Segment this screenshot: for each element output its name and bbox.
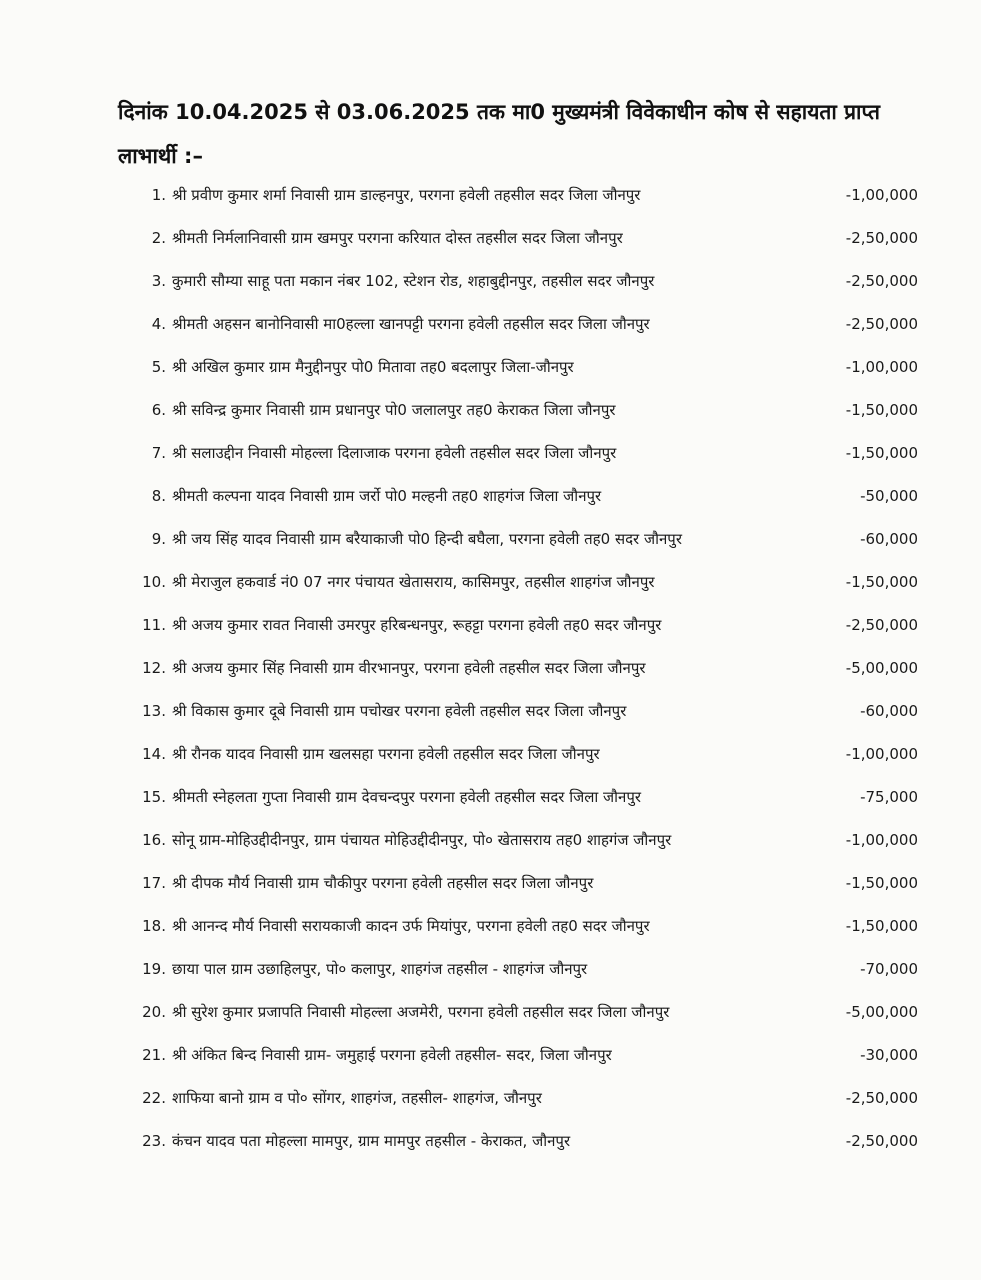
list-item bbox=[0, 657, 981, 700]
assistance-amount: -75,000 bbox=[860, 788, 918, 806]
item-number: 6. bbox=[151, 401, 166, 419]
beneficiary-details: कंचन यादव पता मोहल्ला मामपुर, ग्राम मामपुर तहसील - केराकत, जौनपुर bbox=[172, 1132, 571, 1150]
assistance-amount: -1,50,000 bbox=[845, 401, 918, 419]
assistance-amount: -2,50,000 bbox=[845, 315, 918, 333]
assistance-amount: -1,50,000 bbox=[845, 444, 918, 462]
list-item bbox=[0, 1130, 981, 1173]
item-number: 17. bbox=[142, 874, 166, 892]
list-item bbox=[0, 485, 981, 528]
assistance-amount: -2,50,000 bbox=[845, 1089, 918, 1107]
list-item bbox=[0, 700, 981, 743]
assistance-amount: -50,000 bbox=[860, 487, 918, 505]
item-number: 20. bbox=[142, 1003, 166, 1021]
item-number: 19. bbox=[142, 960, 166, 978]
beneficiary-details: शाफिया बानो ग्राम व पो० सोंगर, शाहगंज, तहसील- शाहगंज, जौनपुर bbox=[172, 1089, 542, 1107]
beneficiary-details: श्रीमती स्नेहलता गुप्ता निवासी ग्राम देवचन्दपुर परगना हवेली तहसील सदर जिला जौनपुर bbox=[172, 788, 642, 806]
list-item bbox=[0, 571, 981, 614]
item-number: 18. bbox=[142, 917, 166, 935]
beneficiary-details: श्री अजय कुमार रावत निवासी उमरपुर हरिबन्धनपुर, रूहट्टा परगना हवेली तह0 सदर जौनपुर bbox=[172, 616, 662, 634]
item-number: 12. bbox=[142, 659, 166, 677]
item-number: 1. bbox=[151, 186, 166, 204]
assistance-amount: -2,50,000 bbox=[845, 229, 918, 247]
beneficiary-details: श्री दीपक मौर्य निवासी ग्राम चौकीपुर परगना हवेली तहसील सदर जिला जौनपुर bbox=[172, 874, 594, 892]
assistance-amount: -60,000 bbox=[860, 702, 918, 720]
assistance-amount: -30,000 bbox=[860, 1046, 918, 1064]
beneficiary-details: कुमारी सौम्या साहू पता मकान नंबर 102, स्टेशन रोड, शहाबुद्दीनपुर, तहसील सदर जौनपुर bbox=[172, 272, 655, 290]
assistance-amount: -1,00,000 bbox=[845, 358, 918, 376]
beneficiary-details: श्री सलाउद्दीन निवासी मोहल्ला दिलाजाक परगना हवेली तहसील सदर जिला जौनपुर bbox=[172, 444, 617, 462]
list-item bbox=[0, 270, 981, 313]
beneficiary-details: श्रीमती अहसन बानोनिवासी मा0हल्ला खानपट्टी परगना हवेली तहसील सदर जिला जौनपुर bbox=[172, 315, 650, 333]
item-number: 2. bbox=[151, 229, 166, 247]
item-number: 15. bbox=[142, 788, 166, 806]
beneficiary-details: श्री आनन्द मौर्य निवासी सरायकाजी कादन उर्फ मियांपुर, परगना हवेली तह0 सदर जौनपुर bbox=[172, 917, 650, 935]
beneficiary-details: श्री सुरेश कुमार प्रजापति निवासी मोहल्ला अजमेरी, परगना हवेली तहसील सदर जिला जौनपुर bbox=[172, 1003, 670, 1021]
assistance-amount: -5,00,000 bbox=[845, 659, 918, 677]
list-item bbox=[0, 1001, 981, 1044]
list-item bbox=[0, 958, 981, 1001]
item-number: 9. bbox=[151, 530, 166, 548]
item-number: 14. bbox=[142, 745, 166, 763]
beneficiary-details: श्री जय सिंह यादव निवासी ग्राम बरैयाकाजी पो0 हिन्दी बघैला, परगना हवेली तह0 सदर जौनपुर bbox=[172, 530, 682, 548]
list-item bbox=[0, 872, 981, 915]
beneficiary-details: श्रीमती कल्पना यादव निवासी ग्राम जर्रो पो0 मल्हनी तह0 शाहगंज जिला जौनपुर bbox=[172, 487, 602, 505]
list-item bbox=[0, 184, 981, 227]
list-item bbox=[0, 1044, 981, 1087]
assistance-amount: -1,50,000 bbox=[845, 917, 918, 935]
list-item bbox=[0, 313, 981, 356]
beneficiary-details: श्रीमती निर्मलानिवासी ग्राम खमपुर परगना करियात दोस्त तहसील सदर जिला जौनपुर bbox=[172, 229, 623, 247]
assistance-amount: -1,00,000 bbox=[845, 745, 918, 763]
assistance-amount: -1,00,000 bbox=[845, 831, 918, 849]
assistance-amount: -5,00,000 bbox=[845, 1003, 918, 1021]
list-item bbox=[0, 743, 981, 786]
beneficiary-details: श्री मेराजुल हकवार्ड नं0 07 नगर पंचायत खेतासराय, कासिमपुर, तहसील शाहगंज जौनपुर bbox=[172, 573, 655, 591]
item-number: 16. bbox=[142, 831, 166, 849]
item-number: 8. bbox=[151, 487, 166, 505]
list-item bbox=[0, 442, 981, 485]
assistance-amount: -2,50,000 bbox=[845, 616, 918, 634]
beneficiary-details: श्री सविन्द्र कुमार निवासी ग्राम प्रधानपुर पो0 जलालपुर तह0 केराकत जिला जौनपुर bbox=[172, 401, 616, 419]
beneficiary-details: श्री प्रवीण कुमार शर्मा निवासी ग्राम डाल्हनपुर, परगना हवेली तहसील सदर जिला जौनपुर bbox=[172, 186, 641, 204]
item-number: 23. bbox=[142, 1132, 166, 1150]
beneficiary-details: श्री अंकित बिन्द निवासी ग्राम- जमुहाई परगना हवेली तहसील- सदर, जिला जौनपुर bbox=[172, 1046, 612, 1064]
assistance-amount: -2,50,000 bbox=[845, 1132, 918, 1150]
beneficiary-details: श्री रौनक यादव निवासी ग्राम खलसहा परगना हवेली तहसील सदर जिला जौनपुर bbox=[172, 745, 600, 763]
list-item bbox=[0, 399, 981, 442]
list-item bbox=[0, 915, 981, 958]
beneficiary-details: श्री अखिल कुमार ग्राम मैनुद्दीनपुर पो0 मितावा तह0 बदलापुर जिला-जौनपुर bbox=[172, 358, 574, 376]
list-item bbox=[0, 227, 981, 270]
beneficiary-details: श्री विकास कुमार दूबे निवासी ग्राम पचोखर परगना हवेली तहसील सदर जिला जौनपुर bbox=[172, 702, 627, 720]
item-number: 4. bbox=[151, 315, 166, 333]
list-item bbox=[0, 1087, 981, 1130]
item-number: 21. bbox=[142, 1046, 166, 1064]
beneficiary-details: सोनू ग्राम-मोहिउद्दीदीनपुर, ग्राम पंचायत मोहिउद्दीदीनपुर, पो० खेतासराय तह0 शाहगंज जौनपुर bbox=[172, 831, 672, 849]
assistance-amount: -1,50,000 bbox=[845, 874, 918, 892]
assistance-amount: -2,50,000 bbox=[845, 272, 918, 290]
item-number: 7. bbox=[151, 444, 166, 462]
beneficiary-details: श्री अजय कुमार सिंह निवासी ग्राम वीरभानपुर, परगना हवेली तहसील सदर जिला जौनपुर bbox=[172, 659, 646, 677]
assistance-amount: -70,000 bbox=[860, 960, 918, 978]
list-item bbox=[0, 528, 981, 571]
item-number: 5. bbox=[151, 358, 166, 376]
list-item bbox=[0, 786, 981, 829]
list-item bbox=[0, 829, 981, 872]
item-number: 13. bbox=[142, 702, 166, 720]
assistance-amount: -1,00,000 bbox=[845, 186, 918, 204]
item-number: 11. bbox=[142, 616, 166, 634]
item-number: 22. bbox=[142, 1089, 166, 1107]
item-number: 10. bbox=[142, 573, 166, 591]
item-number: 3. bbox=[151, 272, 166, 290]
list-item bbox=[0, 614, 981, 657]
document-heading: दिनांक 10.04.2025 से 03.06.2025 तक मा0 मुख्यमंत्री विवेकाधीन कोष से सहायता प्राप्त लाभार्थी :– bbox=[118, 100, 880, 168]
beneficiary-details: छाया पाल ग्राम उछाहिलपुर, पो० कलापुर, शाहगंज तहसील - शाहगंज जौनपुर bbox=[172, 960, 588, 978]
beneficiary-list bbox=[0, 184, 981, 1173]
assistance-amount: -60,000 bbox=[860, 530, 918, 548]
list-item bbox=[0, 356, 981, 399]
assistance-amount: -1,50,000 bbox=[845, 573, 918, 591]
